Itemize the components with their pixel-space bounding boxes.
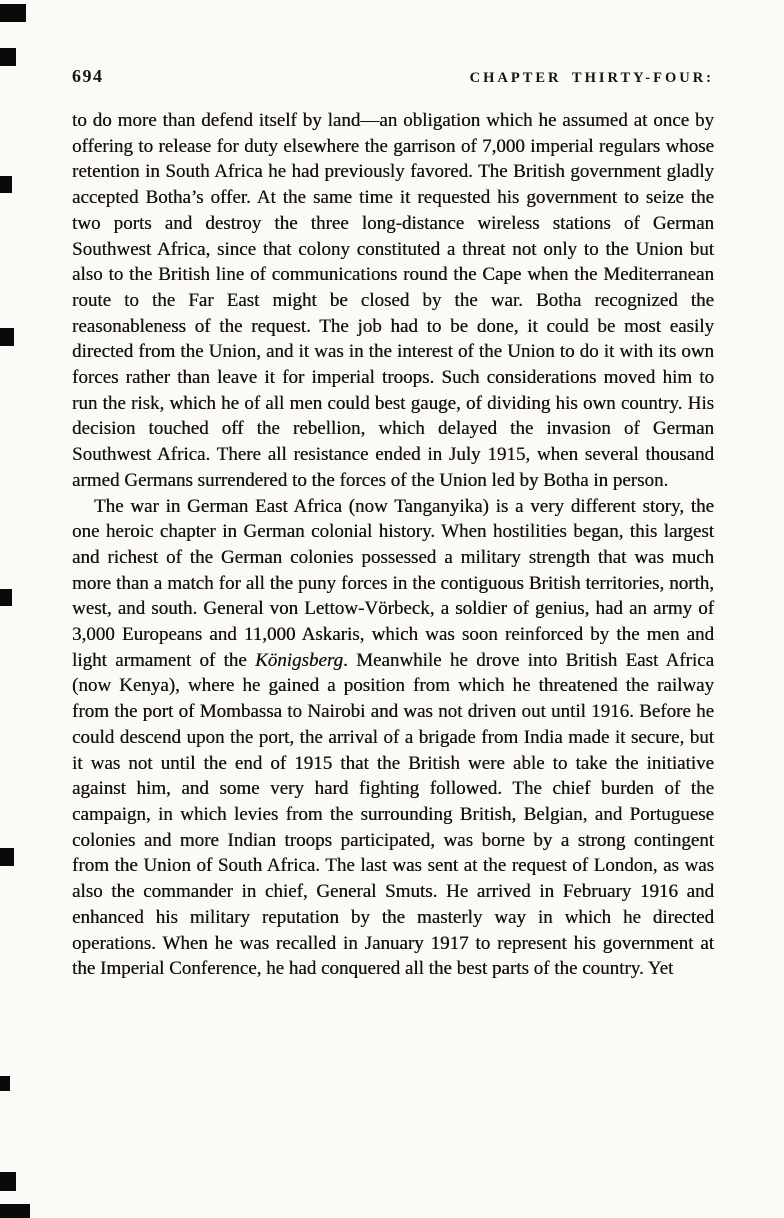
text-run: to do more than defend itself by land—an obligation which he assumed at once by offering to release for duty elsewhere the garrison of 7,000 imperial regulars whose retention in South Africa he had previously favored. The British government gladly accepted Botha’s offer. At the same time it requested his government to seize the two ports and destroy the three long-distance wireless stations of German Southwest Africa, since that colony constituted a threat not only to the Union but also to the British line of communications round the Cape when the Mediterranean route to the Far East might be closed by the war. Botha recognized the reasonableness of the request. The job had to be done, it could be most easily directed from the Union, and it was in the interest of the Union to do it with its own forces rather than leave it for imperial troops. Such considerations moved him to run the risk, which he of all men could best gauge, of dividing his own country. His decision touched off the rebellion, which delayed the invasion of German Southwest Africa. There all resistance ended in July 1915, when several thousand armed Germans surrendered to the forces of the Union led by Botha in person.: [72, 110, 714, 491]
scan-artifact: [0, 589, 12, 606]
scan-artifact: [0, 48, 16, 66]
scan-artifact: [0, 848, 14, 866]
scan-artifact: [0, 4, 26, 22]
scan-artifact: [0, 328, 14, 346]
scan-artifact: [0, 1204, 30, 1218]
text-run: . Meanwhile he drove into British East Africa (now Kenya), where he gained a position from which he threatened the railway from the port of Mombassa to Nairobi and was not driven out until 1916. Before he could descend upon the port, the arrival of a brigade from India made it secure, but it was not until the end of 1915 that the British were able to take the initiative against him, and some very hard fighting followed. The chief burden of the campaign, in which levies from the surrounding British, Belgian, and Portuguese colonies and more Indian troops participated, was borne by a strong contingent from the Union of South Africa. The last was sent at the request of London, as was also the commander in chief, General Smuts. He arrived in February 1916 and enhanced his military reputation by the masterly way in which he directed operations. When he was recalled in January 1917 to represent his government at the Imperial Conference, he had conquered all the best parts of the country. Yet: [72, 649, 715, 980]
paragraph: [72, 108, 714, 494]
scan-artifact: [0, 176, 12, 193]
paragraph: [72, 494, 714, 982]
text-block: [72, 108, 714, 982]
chapter-running-title: CHAPTER THIRTY-FOUR:: [469, 70, 714, 86]
scan-artifact: [0, 1076, 10, 1091]
running-header: [72, 66, 714, 87]
italic-text-run: Königsberg: [255, 649, 344, 671]
page-number: 694: [72, 66, 104, 86]
scan-artifact: [0, 1172, 16, 1191]
text-run: The war in German East Africa (now Tanganyika) is a very different story, the one heroic chapter in German colonial history. When hostilities began, this largest and richest of the German colonies possessed a military strength that was much more than a match for all the puny forces in the contiguous British territories, north, west, and south. General von Lettow-Vörbeck, a soldier of genius, had an army of 3,000 Europeans and 11,000 Askaris, which was soon reinforced by the men and light armament of the: [72, 495, 714, 671]
